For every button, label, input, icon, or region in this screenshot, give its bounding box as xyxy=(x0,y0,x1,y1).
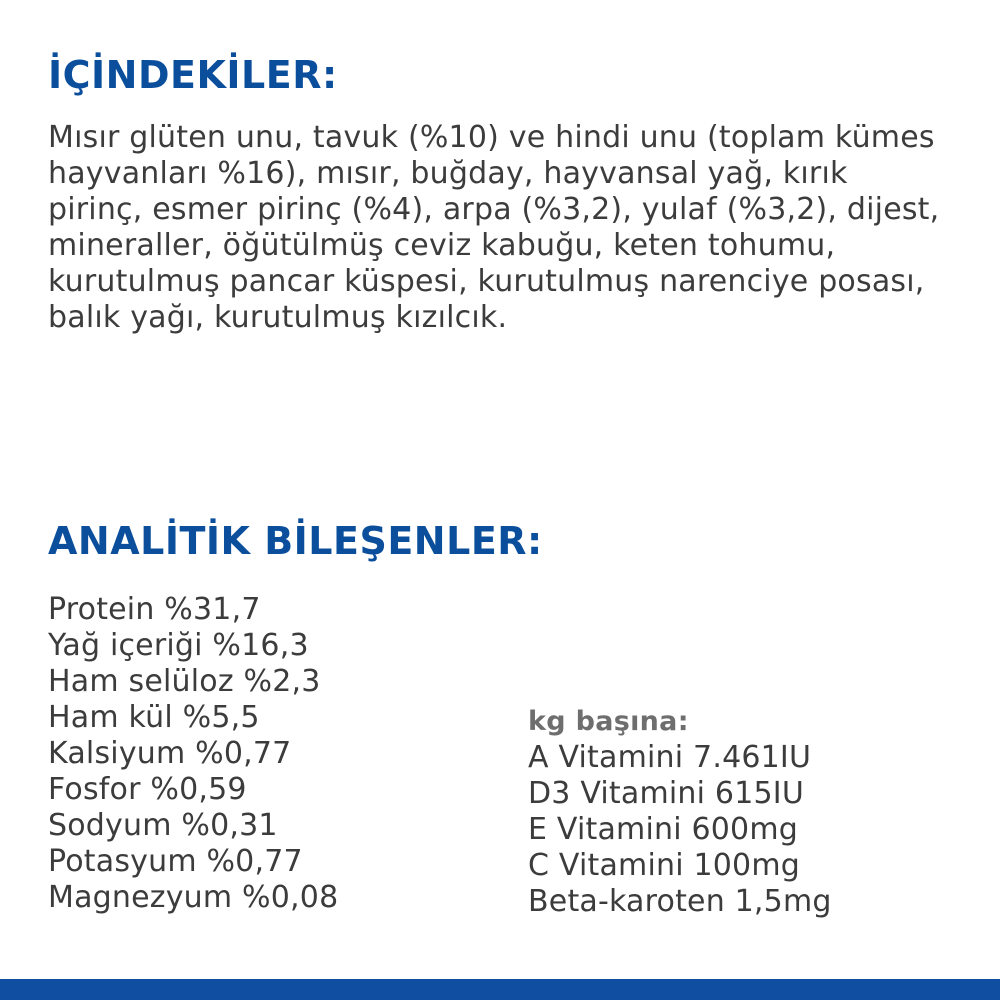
vitamin-item-beta-carotene: Beta-karoten 1,5mg xyxy=(528,884,832,919)
analytic-item-potassium: Potasyum %0,77 xyxy=(48,844,303,879)
footer-color-bar xyxy=(0,979,1000,1000)
vitamins-list xyxy=(528,740,832,920)
vitamin-item-c: C Vitamini 100mg xyxy=(528,848,800,883)
analytic-item-crude-ash: Ham kül %5,5 xyxy=(48,700,260,735)
analytic-item-crude-fiber: Ham selüloz %2,3 xyxy=(48,664,321,699)
analytic-item-protein: Protein %31,7 xyxy=(48,592,261,627)
analytic-item-calcium: Kalsiyum %0,77 xyxy=(48,736,292,771)
vitamin-item-e: E Vitamini 600mg xyxy=(528,812,799,847)
analytic-item-magnesium: Magnezyum %0,08 xyxy=(48,880,339,915)
analytic-item-sodium: Sodyum %0,31 xyxy=(48,808,278,843)
ingredients-text: Mısır glüten unu, tavuk (%10) ve hindi unu (toplam kümes hayvanları %16), mısır, buğday, hayvansal yağ, kırık pirinç, esmer pirinç (%4), arpa (%3,2), yulaf (%3,2), dijest, mineraller, öğütülmüş ceviz kabuğu, keten tohumu, kurutulmuş pancar küspesi, kurutulmuş narenciye posası, balık yağı, kurutulmuş kızılcık. xyxy=(48,120,940,335)
vitamin-item-d3: D3 Vitamini 615IU xyxy=(528,776,804,811)
ingredients-heading: İÇİNDEKİLER: xyxy=(48,53,338,97)
vitamins-per-kg-block xyxy=(528,704,832,920)
analytic-item-phosphorus: Fosfor %0,59 xyxy=(48,772,247,807)
analytic-components-heading: ANALİTİK BİLEŞENLER: xyxy=(48,519,543,563)
analytic-components-list xyxy=(48,592,338,916)
vitamin-item-a: A Vitamini 7.461IU xyxy=(528,740,812,775)
analytic-item-fat: Yağ içeriği %16,3 xyxy=(48,628,309,663)
vitamins-per-kg-title: kg başına: xyxy=(528,706,689,737)
